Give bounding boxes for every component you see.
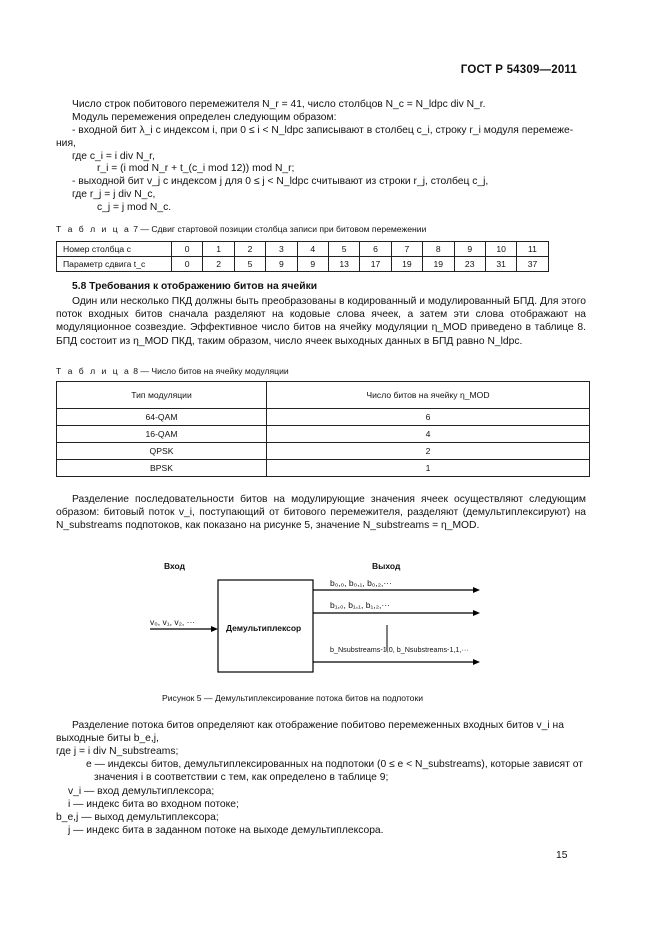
table7-cell: 0 xyxy=(172,257,203,272)
output-arrowhead-n xyxy=(473,659,480,665)
table7-row2-label: Параметр сдвига t_c xyxy=(57,257,172,272)
figure5-box-label: Демультиплексор xyxy=(226,623,302,633)
table7-cell: 2 xyxy=(234,242,265,257)
table7-cell: 19 xyxy=(391,257,422,272)
table7-row-columns xyxy=(57,242,549,257)
table7-cell: 13 xyxy=(328,257,359,272)
table7-cell: 17 xyxy=(360,257,391,272)
output-arrowhead-0 xyxy=(473,587,480,593)
table8 xyxy=(56,381,590,477)
table7-cell: 31 xyxy=(485,257,516,272)
table7 xyxy=(56,241,549,272)
table7-cell: 23 xyxy=(454,257,485,272)
table7-cell: 4 xyxy=(297,242,328,257)
table7-row-shifts xyxy=(57,257,549,272)
table7-cell: 6 xyxy=(360,242,391,257)
intro-line-3b: ния, xyxy=(56,138,76,149)
table7-cell: 0 xyxy=(172,242,203,257)
table7-cell: 9 xyxy=(297,257,328,272)
intro-line-3: - входной бит λ_i с индексом i, при 0 ≤ i < N_ldpc записывают в столбец c_i, строку r_i модуля перемеже- xyxy=(72,125,574,136)
intro-line-4: где c_i = i div N_r, xyxy=(72,151,155,162)
table8-caption: Т а б л и ц а 8 — Число битов на ячейку модуляции xyxy=(56,366,289,376)
table8-header-bits: Число битов на ячейку η_MOD xyxy=(267,382,590,409)
table7-cell: 8 xyxy=(423,242,454,257)
table8-header-row xyxy=(57,382,590,409)
intro-line-2: Модуль перемежения определен следующим образом: xyxy=(72,112,337,123)
table7-cell: 3 xyxy=(266,242,297,257)
figure5-outN: b_Nsubstreams-1,0, b_Nsubstreams-1,1,··· xyxy=(330,645,469,654)
figure5-input-label: Вход xyxy=(164,561,186,571)
input-arrowhead xyxy=(211,626,218,632)
output-arrowhead-1 xyxy=(473,610,480,616)
table7-cell: 9 xyxy=(454,242,485,257)
table7-cell: 11 xyxy=(517,242,548,257)
table7-cell: 9 xyxy=(266,257,297,272)
table7-caption: Т а б л и ц а 7 — Сдвиг стартовой позиции столбца записи при битовом перемежении xyxy=(56,224,427,234)
intro-line-6: - выходной бит v_j с индексом j для 0 ≤ j < N_ldpc считывают из строки r_j, столбец c_j, xyxy=(72,176,489,187)
table7-cell: 7 xyxy=(391,242,422,257)
table-row: QPSK 2 xyxy=(57,443,590,460)
table-row: 64-QAM 6 xyxy=(57,409,590,426)
figure5-out0: b₀,₀, b₀,₁, b₀,₂,··· xyxy=(330,578,392,588)
table7-cell: 5 xyxy=(234,257,265,272)
definition-v: v_i — вход демультиплексора; xyxy=(68,786,215,797)
page-number: 15 xyxy=(556,850,568,861)
figure5-caption: Рисунок 5 — Демультиплексирование потока битов на подпотоки xyxy=(162,693,424,703)
figure5-out1: b₁,₀, b₁,₁, b₁,₂,··· xyxy=(330,600,390,610)
definition-b: b_e,j — выход демультиплексора; xyxy=(56,812,219,823)
document-header: ГОСТ Р 54309—2011 xyxy=(460,64,577,76)
table7-cell: 10 xyxy=(485,242,516,257)
figure5-input-bits: v₀, v₁, v₂, ··· xyxy=(150,617,196,627)
table8-header-modulation: Тип модуляции xyxy=(57,382,267,409)
table-row: 16-QAM 4 xyxy=(57,426,590,443)
intro-line-1: Число строк побитового перемежителя N_r = 41, число столбцов N_c = N_ldpc div N_r. xyxy=(72,99,486,110)
intro-line-7: где r_j = j div N_c, xyxy=(72,189,156,200)
intro-line-5: r_i = (i mod N_r + t_(c_i mod 12)) mod N_r; xyxy=(97,163,295,174)
para3-line1: Разделение потока битов определяют как отображение побитово перемеженных входных битов v_i на выходные биты b_e,j, xyxy=(56,720,564,745)
definition-j: j — индекс бита в заданном потоке на выходе демультиплексора. xyxy=(68,825,384,836)
definition-e: e — индексы битов, демультиплексированных на подпотоки (0 ≤ e < N_substreams), которые зависят от значения i в соответствии с тем, как определено в таблице 9; xyxy=(86,759,583,784)
table7-cell: 19 xyxy=(423,257,454,272)
table7-cell: 5 xyxy=(328,242,359,257)
definition-i: i — индекс бита во входном потоке; xyxy=(68,799,239,810)
para3-line2: где j = i div N_substreams; xyxy=(56,746,179,757)
table7-cell: 37 xyxy=(517,257,548,272)
section-paragraph: Один или несколько ПКД должны быть преобразованы в кодированный и модулированный БПД. Для этого поток входных битов сначала разделяют на кодовые слова ячеек, а затем эти слова отображают на модуляционное созвездие. Эффективное число битов на ячейку модуляции η_MOD приведено в таблице 8. БПД состоит из η_MOD ПКД, таким образом, число ячеек выходных данных в БПД равно N_ldpc. xyxy=(56,296,586,347)
table7-cell: 2 xyxy=(203,257,234,272)
demux-paragraph: Разделение последовательности битов на модулирующие значения ячеек осуществляют следующим образом: битовый поток v_i, поступающий от битового перемежителя, разделяют (демультиплексируют) на N_substreams подпотоков, как показано на рисунке 5, значение N_substreams = η_MOD. xyxy=(56,494,586,532)
figure5-output-label: Выход xyxy=(372,561,401,571)
table7-cell: 1 xyxy=(203,242,234,257)
section-title: 5.8 Требования к отображению битов на ячейки xyxy=(72,281,318,292)
table-row: BPSK 1 xyxy=(57,460,590,477)
table7-row1-label: Номер столбца c xyxy=(57,242,172,257)
intro-line-8: c_j = j mod N_c. xyxy=(97,202,172,213)
